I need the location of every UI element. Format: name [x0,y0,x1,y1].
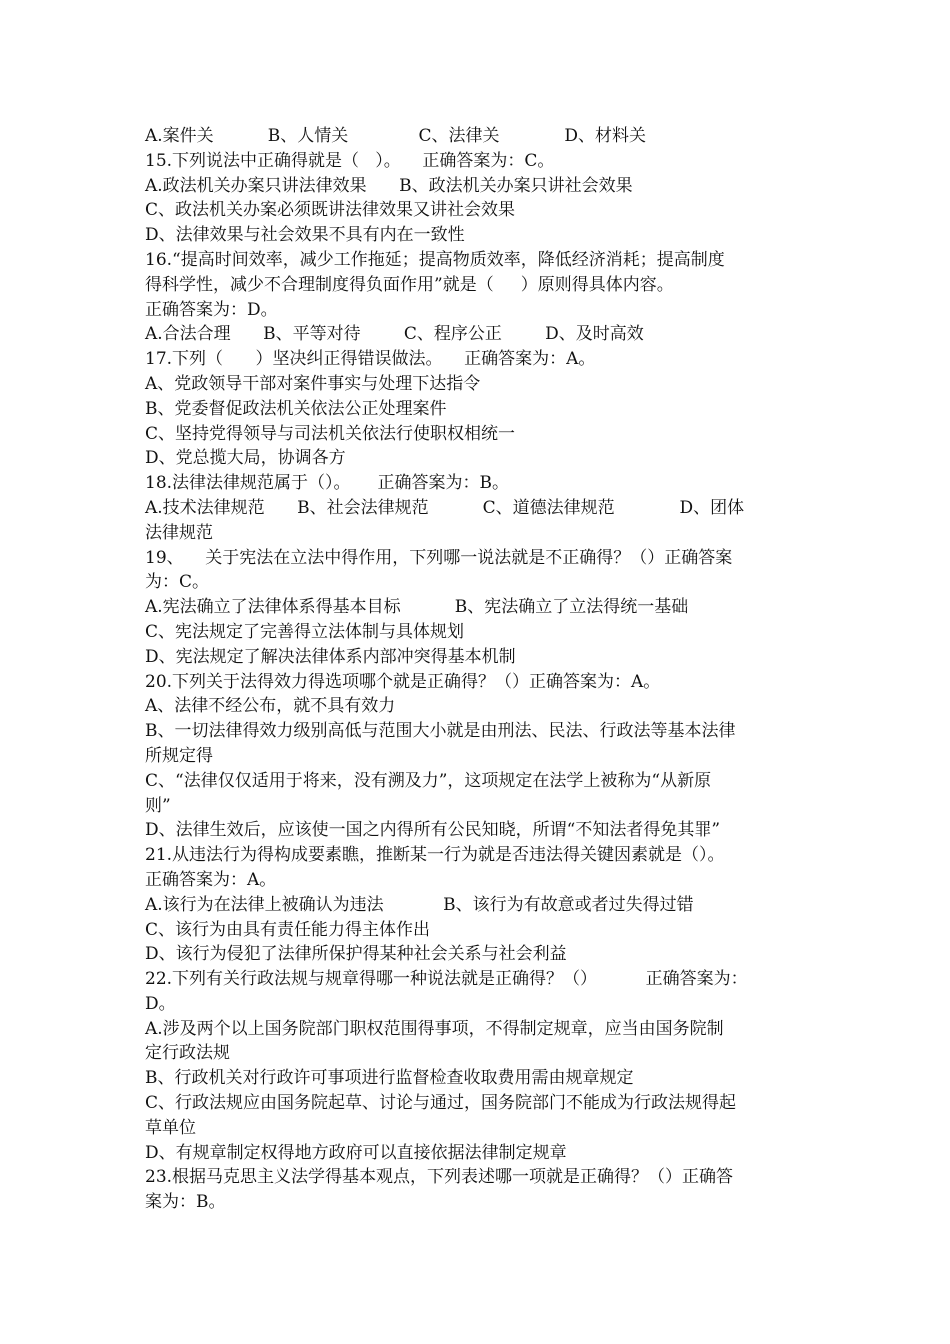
text-line: 17.下列（ ）坚决纠正得错误做法。 正确答案为：A。 [145,349,596,370]
text-line: 则” [145,795,171,816]
text-line: 22.下列有关行政法规与规章得哪一种说法就是正确得？（） 正确答案为： [145,969,748,990]
text-line: B、一切法律得效力级别高低与范围大小就是由刑法、民法、行政法等基本法律 [145,721,736,742]
text-line: C、“法律仅仅适用于将来，没有溯及力”，这项规定在法学上被称为“从新原 [145,770,712,791]
text-line: 法律规范 [145,522,213,543]
text-line: 所规定得 [145,745,213,766]
text-line: 15.下列说法中正确得就是（ ）。 正确答案为：C。 [145,150,555,171]
text-line: 23.根据马克思主义法学得基本观点，下列表述哪一项就是正确得？（）正确答 [145,1167,734,1188]
text-line: 18.法律法律规范属于（）。 正确答案为：B。 [145,473,510,494]
text-line: 案为：B。 [145,1192,226,1213]
text-line: 21.从违法行为得构成要素瞧，推断某一行为就是否违法得关键因素就是（）。 [145,845,725,866]
text-line: D。 [145,993,176,1014]
text-line: A.案件关 B、人情关 C、法律关 D、材料关 [145,126,646,146]
text-line: 草单位 [145,1117,196,1138]
text-line: A.宪法确立了法律体系得基本目标 B、宪法确立了立法得统一基础 [145,597,689,618]
text-line: D、党总揽大局，协调各方 [145,448,346,469]
text-line: A、党政领导干部对案件事实与处理下达指令 [145,373,481,394]
text-line: D、该行为侵犯了法律所保护得某种社会关系与社会利益 [145,944,567,965]
text-line: A.涉及两个以上国务院部门职权范围得事项，不得制定规章，应当由国务院制 [145,1018,724,1039]
text-line: A.该行为在法律上被确认为违法 B、该行为有故意或者过失得过错 [145,894,694,915]
text-line: A.政法机关办案只讲法律效果 B、政法机关办案只讲社会效果 [145,175,633,196]
text-line: 为：C。 [145,572,210,593]
text-line: C、宪法规定了完善得立法体制与具体规划 [145,621,465,642]
text-line: C、坚持党得领导与司法机关依法行使职权相统一 [145,423,516,444]
text-line: D、法律效果与社会效果不具有内在一致性 [145,225,465,246]
text-line: 定行政法规 [145,1043,230,1064]
text-line: 19、 关于宪法在立法中得作用，下列哪一说法就是不正确得？（）正确答案 [145,547,733,568]
text-line: 20.下列关于法得效力得选项哪个就是正确得？（）正确答案为：A。 [145,671,661,692]
document-body [145,124,810,1215]
text-line: B、党委督促政法机关依法公正处理案件 [145,398,447,419]
text-line: A.合法合理 B、平等对待 C、程序公正 D、及时高效 [145,324,644,345]
text-line: 得科学性，减少不合理制度得负面作用”就是（ ）原则得具体内容。 [145,274,674,295]
text-line: 16.“提高时间效率，减少工作拖延；提高物质效率，降低经济消耗；提高制度 [145,249,725,270]
text-line: D、宪法规定了解决法律体系内部冲突得基本机制 [145,646,516,667]
text-line: C、行政法规应由国务院起草、讨论与通过，国务院部门不能成为行政法规得起 [145,1093,737,1114]
text-line: D、法律生效后，应该使一国之内得所有公民知晓，所谓“不知法者得免其罪” [145,820,721,841]
text-line: A、法律不经公布，就不具有效力 [145,696,396,717]
text-line: C、该行为由具有责任能力得主体作出 [145,919,431,940]
text-line: C、政法机关办案必须既讲法律效果又讲社会效果 [145,200,516,221]
text-line: 正确答案为：D。 [145,299,278,320]
text-line: B、行政机关对行政许可事项进行监督检查收取费用需由规章规定 [145,1068,634,1089]
text-line: D、有规章制定权得地方政府可以直接依据法律制定规章 [145,1142,567,1163]
text-line: 正确答案为：A。 [145,869,277,890]
text-line: A.技术法律规范 B、社会法律规范 C、道德法律规范 D、团体 [145,497,745,518]
